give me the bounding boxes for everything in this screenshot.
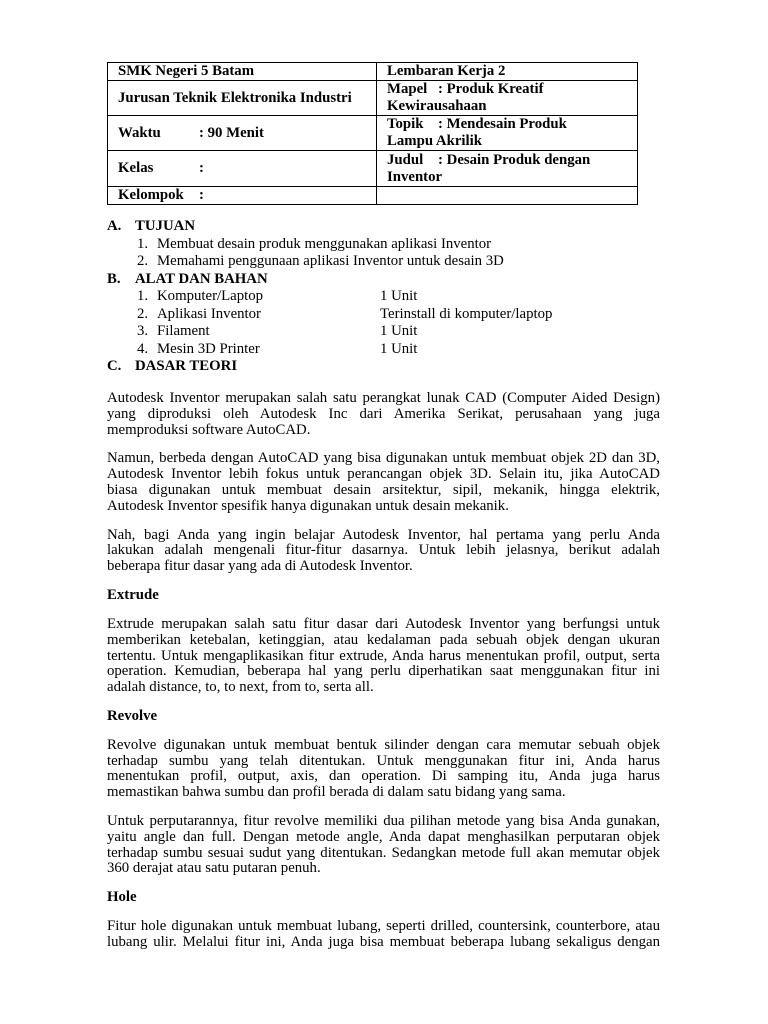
paragraph-line: lakukan adalah mengenali fitur-fitur dasarnya. Untuk lebih jelasnya, berikut adalah [107,542,660,559]
item-name: Filament [157,323,210,339]
subject-field [377,81,638,116]
section-title: ALAT DAN BAHAN [135,270,268,287]
table-row [108,187,638,205]
item-name: Komputer/Laptop [157,288,264,304]
title-field [377,151,638,187]
theory-paragraph [107,451,660,514]
feature-heading: Extrude [107,587,159,604]
paragraph-line: menentukan profil, output, axis, dan operation. Di samping itu, Anda juga harus [107,768,660,785]
topic-label: Topik [387,116,424,132]
list-item [107,306,660,324]
worksheet-title: Lembaran Kerja 2 [377,63,638,81]
item-number: 4. [137,340,149,357]
item-quantity: 1 Unit [380,288,418,304]
theory-paragraph [107,528,660,575]
section-heading-alat-dan-bahan [107,271,660,289]
table-row [108,63,638,81]
time-value: : 90 Menit [199,124,264,141]
list-item [107,341,660,359]
theory-paragraph [107,814,660,877]
class-label: Kelas [118,160,154,176]
list-item [107,288,660,306]
group-label: Kelompok [118,187,184,203]
class-value: : [199,160,204,176]
section-letter: A. [107,218,122,234]
paragraph-line: Untuk perputarannya, fitur revolve memiliki dua pilihan metode yang bisa Anda gunakan, [107,813,660,830]
section-letter: C. [107,358,122,374]
item-text: Memahami penggunaan aplikasi Inventor untuk desain 3D [157,253,504,269]
section-title: TUJUAN [135,218,196,234]
paragraph-line: yaitu angle dan full. Dengan metode angle, Anda dapat menghasilkan perputaran objek [107,828,660,845]
theory-paragraph [107,919,660,951]
time-label: Waktu [118,124,161,141]
item-text: Membuat desain produk menggunakan aplikasi Inventor [157,235,492,252]
item-name: Mesin 3D Printer [157,340,260,357]
paragraph-line: memastikan bahwa sumbu dan profil berada di dalam satu bidang yang sama. [107,784,566,801]
item-number: 1. [137,235,149,252]
empty-cell [377,187,638,205]
paragraph-line: yang diproduksi oleh Autodesk Inc dari Amerika Serikat, perusahaan yang juga [107,405,660,422]
table-row [108,151,638,187]
section-letter: B. [107,270,121,287]
paragraph-line: Extrude merupakan salah satu fitur dasar dari Autodesk Inventor yang berfungsi untuk [107,616,660,632]
paragraph-line: Revolve digunakan untuk membuat bentuk silinder dengan cara memutar sebuah objek [107,736,660,753]
theory-paragraph [107,391,660,438]
time-field [108,116,377,151]
item-number: 2. [137,305,149,322]
item-name: Aplikasi Inventor [157,305,261,322]
paragraph-line: 360 derajat atau satu putaran penuh. [107,860,321,877]
item-quantity: 1 Unit [380,323,418,339]
item-number: 2. [137,253,149,269]
section-title: DASAR TEORI [135,358,238,374]
list-item [107,253,660,271]
title-label: Judul [387,151,424,168]
paragraph-line: Fitur hole digunakan untuk membuat lubang, seperti drilled, countersink, counterbore, atau [107,918,660,935]
list-item [107,236,660,254]
theory-paragraph [107,617,660,696]
group-field [108,187,377,205]
paragraph-line: Autodesk Inventor spesifik hanya digunakan untuk desain mekanik. [107,497,509,514]
paragraph-line: terhadap sumbu yang telah ditentukan. Untuk menggunakan fitur ini, Anda harus [107,752,660,769]
section-heading-tujuan [107,218,660,236]
header-table [107,62,638,205]
paragraph-line: Nah, bagi Anda yang ingin belajar Autodesk Inventor, hal pertama yang perlu Anda [107,526,660,543]
paragraph-line: lubang ulir. Melalui fitur ini, Anda juga bisa membuat beberapa lubang sekaligus dengan [107,933,660,950]
item-quantity: 1 Unit [380,340,418,357]
item-quantity: Terinstall di komputer/laptop [380,305,553,322]
list-item [107,323,660,341]
group-value: : [199,187,204,203]
paragraph-line: operation. Kemudian, beberapa hal yang perlu diperhatikan saat menggunakan fitur ini [107,663,660,680]
topic-field [377,116,638,151]
feature-heading: Revolve [107,707,158,724]
theory-body [107,391,660,964]
paragraph-line: terhadap sumbu sesuai sudut yang ditentukan. Sedangkan metode full akan memutar objek [107,844,660,861]
subject-value: : Produk Kreatif Kewirausahaan [387,81,544,114]
theory-paragraph [107,738,660,801]
paragraph-line: memproduksi software AutoCAD. [107,421,311,438]
paragraph-line: Namun, berbeda dengan AutoCAD yang bisa digunakan untuk membuat objek 2D dan 3D, [107,450,660,467]
paragraph-line: memberikan ketebalan, ketinggian, atau kedalaman pada sebuah objek dengan ukuran [107,631,660,648]
class-field [108,151,377,187]
section-heading-dasar-teori [107,358,660,376]
item-number: 1. [137,288,149,304]
table-row [108,116,638,151]
title-value: : Desain Produk dengan Inventor [387,151,591,185]
table-row [108,81,638,116]
item-number: 3. [137,323,149,339]
paragraph-line: Autodesk Inventor lebih fokus untuk perancangan objek 3D. Selain itu, jika AutoCAD [107,466,660,483]
paragraph-line: tertentu. Untuk mengaplikasikan fitur extrude, Anda harus menentukan profil, output, serta [107,647,660,664]
topic-value: : Mendesain Produk Lampu Akrilik [387,116,567,149]
paragraph-line: beberapa fitur dasar yang ada di Autodesk Inventor. [107,558,413,575]
subject-label: Mapel [387,81,428,97]
paragraph-line: biasa digunakan untuk membuat desain arsitektur, sipil, mekanik, hingga elektrik, [107,481,660,498]
school-name: SMK Negeri 5 Batam [108,63,377,81]
paragraph-line: adalah distance, to, to next, from to, serta all. [107,679,374,695]
paragraph-line: Autodesk Inventor merupakan salah satu perangkat lunak CAD (Computer Aided Design) [107,390,660,406]
worksheet-sections [107,218,660,376]
feature-heading: Hole [107,889,137,906]
department-name: Jurusan Teknik Elektronika Industri [108,81,377,116]
